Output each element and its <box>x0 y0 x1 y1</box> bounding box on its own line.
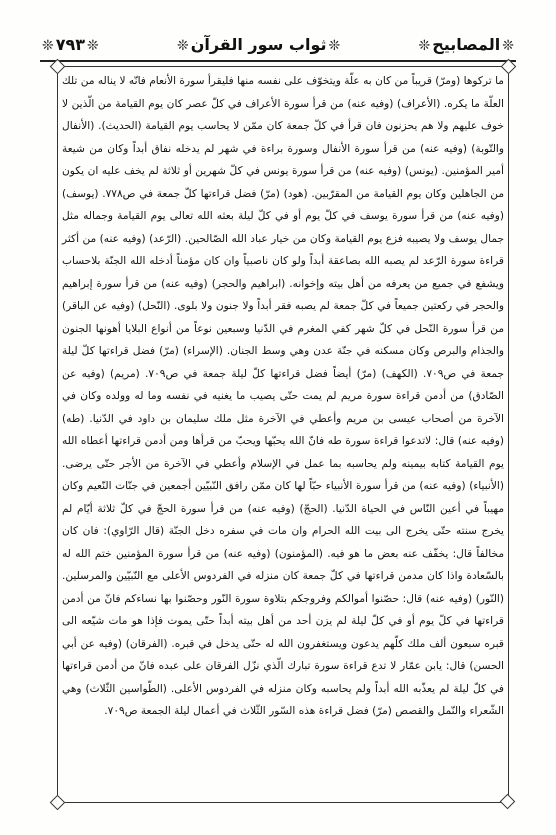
ornament-icon: ❊ <box>42 37 54 54</box>
ornament-icon: ❊ <box>418 37 431 54</box>
ornament-icon: ❊ <box>87 37 99 54</box>
page-header <box>40 30 516 58</box>
body-text <box>62 70 504 792</box>
header-divider <box>40 60 516 62</box>
paragraph: ما تركوها (ومرّ) قريباً من كان به علّة ويتخوّف على نفسه منها فليقرأ سورة الأنعام فانّه لا يناله من تلك العلّة ما يكره. (الأعراف) (وفيه عنه) من قرأ سورة الأعراف في كلّ عصر كان يوم القيامة من الّذين لا خوف عليهم ولا هم يحزنون فان قرأ في كلّ جمعة كان ممّن لا يحاسب يوم القيامة (الحديث). (الأنفال والتّوبة) (وفيه عنه) من قرأ سورة الأنفال وسورة براءة في شهر لم يدخله نفاق أبداً وكان من شيعة أمير المؤمنين. (يونس) (وفيه عنه) من قرأ سورة يونس في كلّ شهرين أو ثلاثة لم يخف عليه ان يكون من الجاهلين وكان يوم القيامة من المقرّبين. (هود) (مرّ) فضل قراءتها كلّ جمعة في ص٧٧٨. (يوسف) (وفيه عنه) من قرأ سورة يوسف في كلّ يوم أو في كلّ ليلة بعثه الله تعالى يوم القيامة وجماله مثل جمال يوسف ولا يصيبه فزع يوم القيامة وكان من خيار عباد الله الصّالحين. (الرّعد) (وفيه عنه) من أكثر قراءة سورة الرّعد لم يصبه الله بصاعقة أبداً ولو كان ناصبياً وان كان مؤمناً أدخله الله الجنّة بلاحساب ويشفع في جميع من يعرفه من أهل بيته وإخوانه. (ابراهيم والحجر) (وفيه عنه) من قرأ سورة إبراهيم والحجر في ركعتين جميعاً في كلّ جمعة لم يصبه فقر أبداً ولا جنون ولا بلوى. (النّحل) (وفيه عن الباقر) من قرأ سورة النّحل في كلّ شهر كفي المغرم في الدّنيا وسبعين نوعاً من أنواع البلايا أهونها الجنون والجذام والبرص وكان مسكنه في جنّة عدن وهي وسط الجنان. (الإسراء) (مرّ) فضل قراءتها كلّ ليلة جمعة في ص٧٠٩. (الكهف) (مرّ) أيضاً فضل قراءتها كلّ ليلة جمعة في ص٧٠٩. (مريم) (وفيه عن الصّادق) من أدمن قراءة سورة مريم لم يمت حتّى يصيب ما يغنيه في نفسه وما له وولده وكان في الآخرة من أصحاب عيسى بن مريم وأعطي في الآخرة مثل ملك سليمان بن داود في الدّنيا. (طه) (وفيه عنه) قال: لاتدعوا قراءة سورة طه فانّ الله يحبّها ويحبّ من قرأها ومن أدمن قراءتها أعطاه الله يوم القيامة كتابه بيمينه ولم يحاسبه بما عمل في الإسلام وأعطي في الآخرة من الأجر حتّى يرضى. (الأنبياء) (وفيه عنه) من قرأ سورة الأنبياء حبّاً لها كان ممّن رافق النّبيّين أجمعين في جنّات النّعيم وكان مهيباً في أعين النّاس في الحياة الدّنيا. (الحجّ) (وفيه عنه) من قرأ سورة الحجّ في كلّ ثلاثة أيّام لم يخرج سنته حتّى يخرج الى بيت الله الحرام وان مات في سفره دخل الجنّة (قال الرّاوي): فان كان مخالفاً قال: يخفّف عنه بعض ما هو فيه. (المؤمنون) (وفيه عنه) من قرأ سورة المؤمنين ختم الله له بالسّعادة واذا كان مدمن قراءتها في كلّ جمعة كان منزله في الفردوس الأعلى مع النّبيّين والمرسلين. (النّور) (وفيه عنه) قال: حصّنوا أموالكم وفروجكم بتلاوة سورة النّور وحصّنوا بها نساءكم فانّ من أدمن قراءتها في كلّ يوم أو في كلّ ليلة لم يزن أحد من أهل بيته أبداً حتّى يموت فإذا هو مات شيّعه الى قبره سبعون ألف ملك كلّهم يدعون ويستغفرون الله له حتّى يدخل في قبره. (الفرقان) (وفيه عن أبي الحسن) قال: يابن عمّار لا تدع قراءة سورة تبارك الّذي نزّل الفرقان على عبده فانّ من أدمن قراءتها في كلّ ليلة لم يعذّبه الله أبداً ولم يحاسبه وكان منزله في الفردوس الأعلى. (الطّواسين الثّلاث) وهي الشّعراء والنّمل والقصص (مرّ) فضل قراءة هذه السّور الثّلاث في أعمال ليلة الجمعة ص٧٠٩. <box>62 75 504 717</box>
book-title: ❊ المصابيح ❊ <box>418 34 514 54</box>
ornament-icon: ❊ <box>176 37 189 54</box>
chapter-title: ❊ ثواب سور القرآن ❊ <box>176 34 341 54</box>
ornament-icon: ❊ <box>328 37 341 54</box>
ornament-icon: ❊ <box>502 37 514 54</box>
page-number: ❊ ٧٩٣ ❊ <box>42 34 99 54</box>
